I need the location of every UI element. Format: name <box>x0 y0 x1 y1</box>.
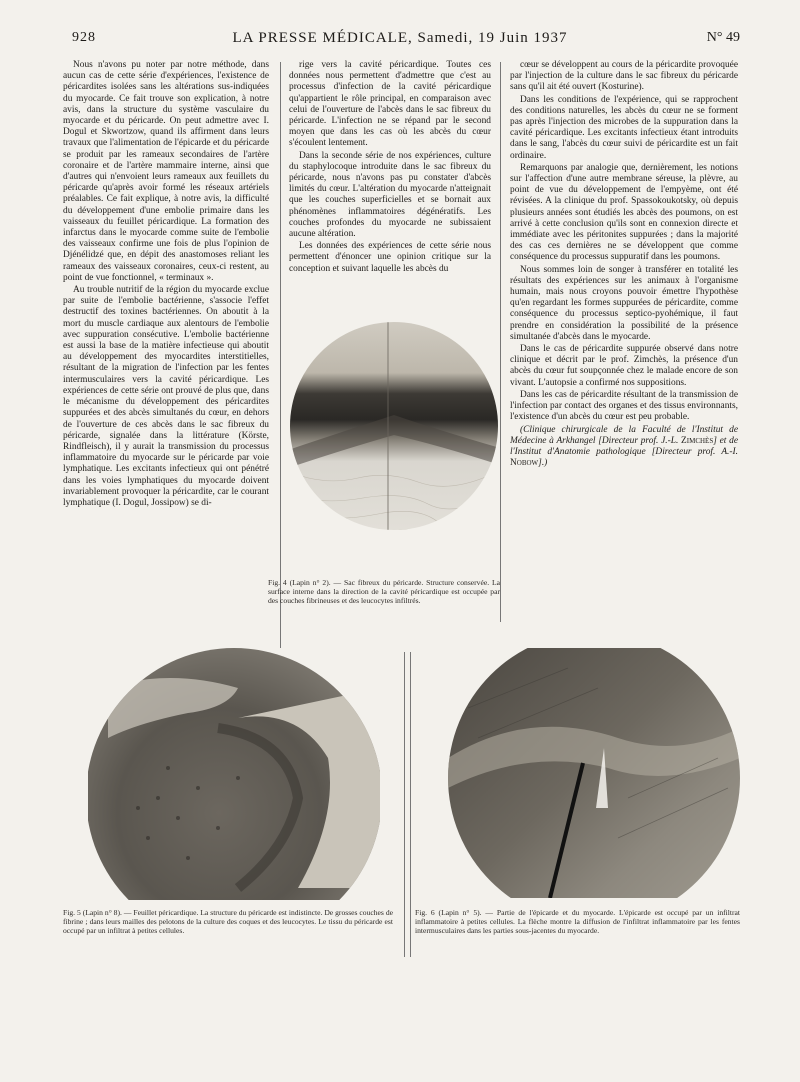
paragraph: Nous sommes loin de songer à transférer en totalité les résultats des expériences sur les animaux à l'organisme humain, mais nous croyons pouvoir émettre l'hypothèse qu'en regardant les formes suppurées de péricardite, comme conséquence du processus septico-pyohémique, il faut prendre en considération la possibilité de la présence simultanée d'abcès dans le myocarde. <box>510 264 738 342</box>
institution-credit: (Clinique chirurgicale de la Faculté de l'Institut de Médecine à Arkhangel [Directeur prof. J.-L. Zimchès] et de l'Institut d'Anatomie pathologique [Directeur prof. A.-I. Nobow].) <box>510 424 738 469</box>
figure-4-caption: Fig. 4 (Lapin n° 2). — Sac fibreux du péricarde. Structure conservée. La surface interne dans la direction de la cavité péricardique est occupée par des couches fibrineuses et des leucocytes infiltrés. <box>268 578 500 605</box>
text-column-2 <box>289 60 491 292</box>
column-rule <box>500 62 501 622</box>
author-name: Nobow <box>510 458 539 469</box>
paragraph: Dans le cas de péricardite suppurée observé dans notre clinique et décrit par le prof. Zimchès, la présence d'un abcès du cœur fut soupçonnée chez le malade encore de son vivant. L'autopsie a confirmé nos suppositions. <box>510 344 738 388</box>
page-header <box>60 30 740 50</box>
author-name: Zimchès <box>681 435 714 446</box>
figure-5-caption: Fig. 5 (Lapin n° 8). — Feuillet péricardique. La structure du péricarde est indistincte. De grosses couches de fibrine ; dans leurs mailles des pelotons de la culture des coques et des leucocytes. Le tissu du péricarde est occupé par un infiltrat à petites cellules. <box>63 908 393 935</box>
journal-title: LA PRESSE MÉDICALE, Samedi, 19 Juin 1937 <box>232 30 568 46</box>
issue-number: N° 49 <box>706 30 740 45</box>
paragraph: Dans les cas de péricardite résultant de la transmission de l'infection par contact des organes et des tissus environnants, l'existence d'un abcès du cœur est peu probable. <box>510 389 738 423</box>
page-number: 928 <box>72 30 96 45</box>
paragraph: Au trouble nutritif de la région du myocarde exclue par suite de l'embolie bactérienne, s'associe l'effet destructif des toxines bactériennes. On aboutit à la mort du muscle cardiaque aux alentours de l'embolie avec suppuration consécutive. L'embolie bactérienne est aussi la base de la matière infectieuse qui aboutit au développement des myocardites interstitielles, résultant de la migration de l'infection par les fentes intermusculaires vers la cavité péricardique. Les expériences de cette série ont prouvé de plus que, dans le mécanisme du développement des péricardites suppurées et des abcès simultanés du cœur, en dehors de l'ouverture de ces abcès dans le sac fibreux du péricarde, signalée dans la littérature (Körste, Rindfleisch), il y aurait la transmission du processus inflammatoire du myocarde sur le péricarde par voie lymphatique. Les excitants infectieux qui ont pénétré dans les voies lymphatiques du myocarde doivent invariablement provoquer la péricardite, car le courant lymphatique (I. Dogul, Jossipow) se di- <box>63 285 269 508</box>
paragraph: Remarquons par analogie que, dernièrement, les notions sur l'affection d'une autre membrane séreuse, la plèvre, au point de vue du développement de l'empyème, ont été révisées. A la clinique du prof. Spassokoukotsky, où depuis plusieurs années sont étudiés les abcès des poumons, on est arrivé à cette conclusion qu'ils sont en connexion directe et immédiate avec les péritonites suppurées ; dans la majorité des cas ces dernières ne se développent que comme conséquence du processus suppuratif dans les poumons. <box>510 162 738 263</box>
paragraph: Les données des expériences de cette série nous permettent d'énoncer une opinion critique sur la conception et suivant laquelle les abcès du <box>289 241 491 274</box>
column-rule <box>404 652 405 957</box>
micrograph-figure-4 <box>288 300 500 575</box>
text-column-3 <box>510 60 738 620</box>
paragraph: Dans la seconde série de nos expériences, culture du staphylocoque introduite dans le sac fibreux du péricarde, nous n'avons pas pu constater d'abcès limités du cœur. L'altération du myocarde n'atteignait que les couches superficielles et se bornait aux phénomènes inflammatoires dégénératifs. Les couches profondes du myocarde ne subissaient aucune altération. <box>289 150 491 240</box>
micrograph-figure-5 <box>88 648 380 900</box>
micrograph-figure-6 <box>448 648 740 898</box>
paragraph: Dans les conditions de l'expérience, qui se rapprochent des conditions naturelles, les abcès du cœur ne se forment pas après l'injection des microbes de la suppuration dans la cavité péricardique. Les excitants infectieux étant introduits dans le sang, l'abcès du cœur suivi de péricardite est un fait ordinaire. <box>510 94 738 161</box>
paragraph: Nous n'avons pu noter par notre méthode, dans aucun cas de cette série d'expériences, l'existence de péricardites isolées sans les altérations sus-indiquées du myocarde. Ce fait trouve son explication, à notre avis, dans la structure du système vasculaire du myocarde et du péricarde. On peut admettre avec I. Dogul et Skwortzow, quand ils affirment dans leurs travaux que l'alimentation de l'épicarde et du péricarde se produit par les rameaux secondaires de l'artère coronaire et de l'artère mammaire interne, ainsi que d'autres qui n'envoient leurs rameaux aux feuillets du péricarde qu'après avoir formé les réseaux artériels préalables. Ce fait explique, à notre avis, la difficulté du développement d'une embolie primaire dans les vaisseaux du feuillet péricardique. La formation des infarctus dans le myocarde comme suite de l'embolie des vaisseaux confirme une fois de plus l'opinion de Djénélidzé que, en dépit des anastomoses reliant les rameaux des vaisseaux coronaires, ceux-ci restent, au point de vue fonctionnel, « terminaux ». <box>63 60 269 283</box>
text-column-1 <box>63 60 269 640</box>
figure-6-caption: Fig. 6 (Lapin n° 5). — Partie de l'épicarde et du myocarde. L'épicarde est occupé par un infiltrat inflammatoire à petites cellules. La flèche montre la diffusion de l'infiltrat inflammatoire par les fentes intermusculaires dans les parties sous-jacentes du myocarde. <box>415 908 740 935</box>
column-rule <box>410 652 411 957</box>
column-rule <box>280 62 281 652</box>
paragraph: cœur se développent au cours de la péricardite provoquée par l'injection de la culture dans le sac fibreux du péricarde sans qu'il ait été ouvert (Kosturine). <box>510 60 738 93</box>
paragraph: rige vers la cavité péricardique. Toutes ces données nous permettent d'admettre que c'est au processus d'infection de la cavité péricardique qu'appartient le rôle principal, en comparaison avec celui de l'ouverture de l'abcès dans le sac fibreux du péricarde. L'infection ne se répand par le second moyen que dans les cas où les abcès du cœur s'écoulent lentement. <box>289 60 491 149</box>
